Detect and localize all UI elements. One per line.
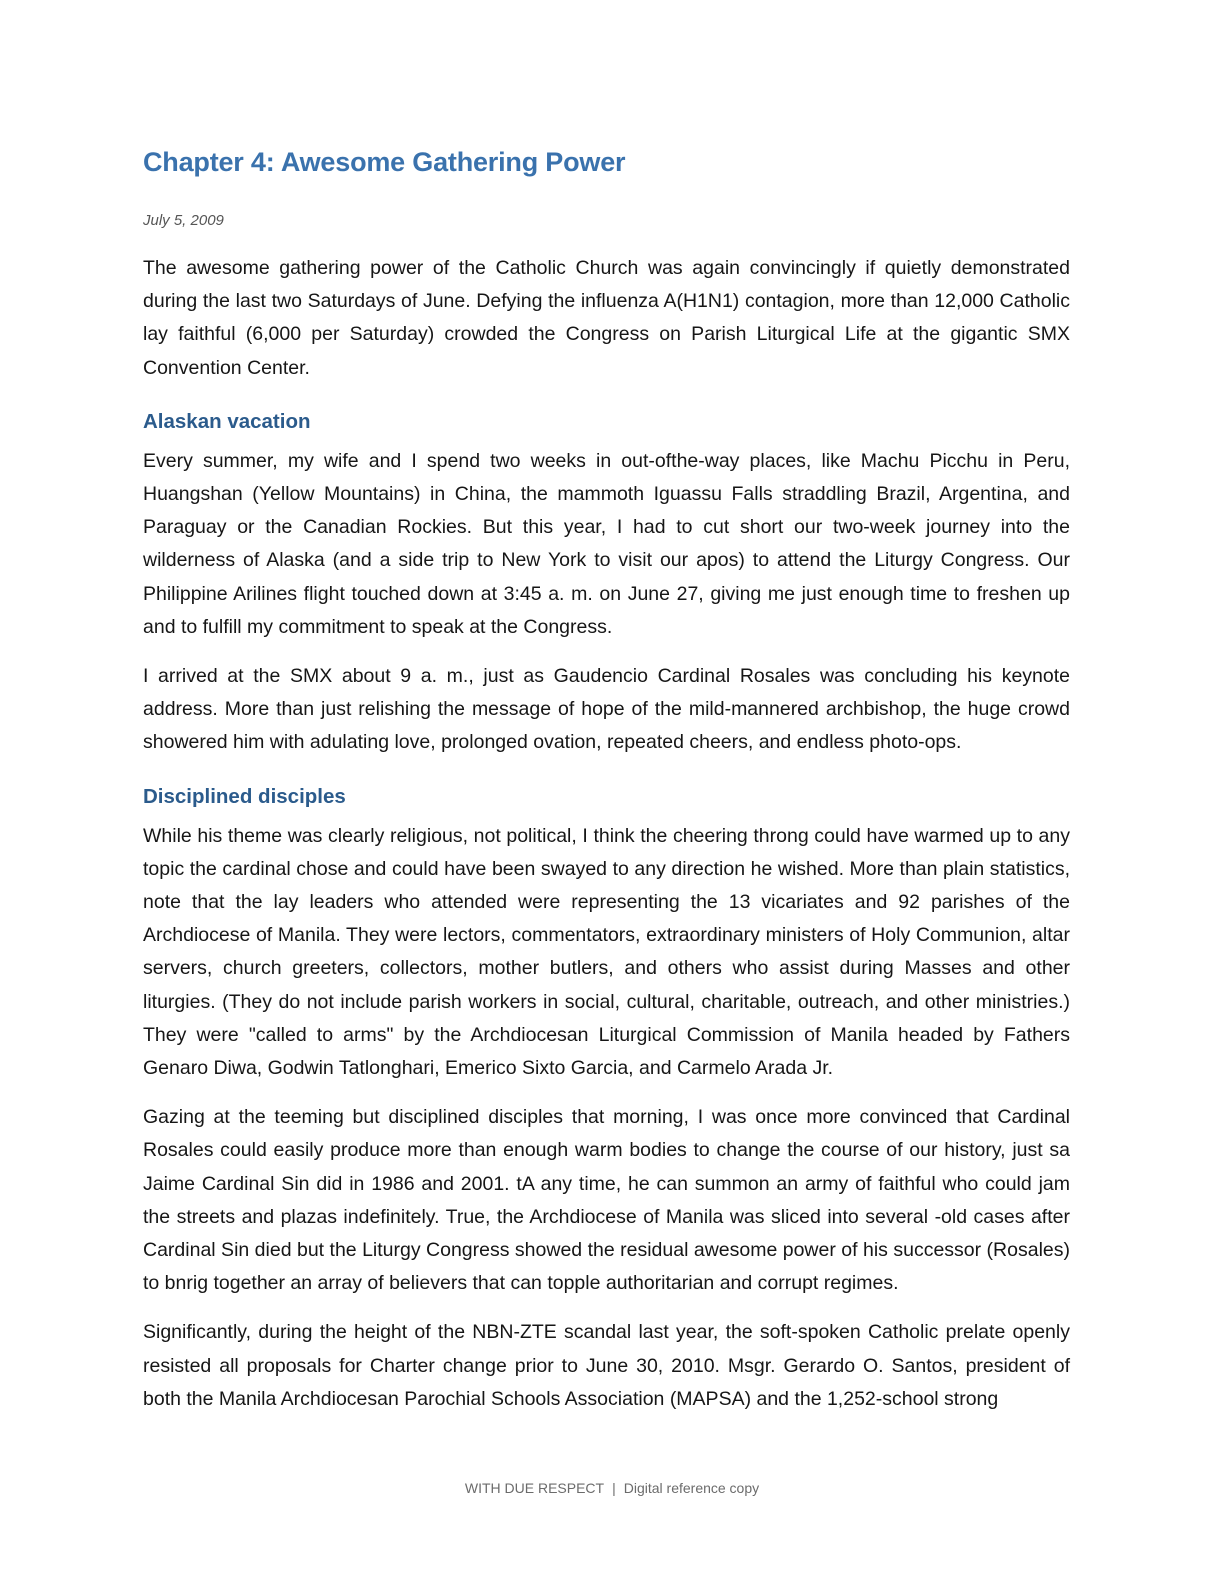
footer-publication-name: WITH DUE RESPECT [464, 1480, 605, 1496]
body-paragraph: Every summer, my wife and I spend two weeks in out-ofthe-way places, like Machu Picchu in Peru, Huangshan (Yellow Mountains) in China, the mammoth Iguassu Falls straddling Brazil, Argentina, and Paraguay or the Canadian Rockies. But this year, I had to cut short our two-week journey into the wilderness of Alaska (and a side trip to New York to visit our apos) to attend the Liturgy Congress. Our Philippine Arilines flight touched down at 3:45 a. m. on June 27, giving me just enough time to freshen up and to fulfill my commitment to speak at the Congress. [143, 449, 1070, 638]
body-paragraph: I arrived at the SMX about 9 a. m., just as Gaudencio Cardinal Rosales was concluding his keynote address. More than just relishing the message of hope of the mild-mannered archbishop, the huge crowd showered him with adulating love, prolonged ovation, repeated cheers, and endless photo-ops. [143, 665, 1070, 754]
section-heading-disciplined-disciples: Disciplined disciples [143, 784, 346, 808]
section-heading-alaskan-vacation: Alaskan vacation [143, 409, 311, 433]
body-paragraph: Gazing at the teeming but disciplined disciples that morning, I was once more convinced that Cardinal Rosales could easily produce more than enough warm bodies to change the course of our history, just sa Jaime Cardinal Sin did in 1986 and 2001. tA any time, he can summon an army of faithful who could jam the streets and plazas indefinitely. True, the Archdiocese of Manila was sliced into several -old cases after Cardinal Sin died but the Liturgy Congress showed the residual awesome power of his successor (Rosales) to bnrig together an array of believers that can topple authoritarian and corrupt regimes. [143, 1106, 1070, 1295]
document-page [143, 140, 1070, 1432]
intro-paragraph: The awesome gathering power of the Catholic Church was again convincingly if quietly demonstrated during the last two Saturdays of June. Defying the influenza A(H1N1) contagion, more than 12,000 Catholic lay faithful (6,000 per Saturday) crowded the Congress on Parish Liturgical Life at the gigantic SMX Convention Center. [143, 257, 1070, 379]
chapter-title: Chapter 4: Awesome Gathering Power [143, 147, 626, 177]
footer-copy-note: Digital reference copy [623, 1480, 760, 1496]
publication-date: July 5, 2009 [143, 212, 224, 229]
page-footer [0, 1478, 1224, 1498]
body-paragraph: Significantly, during the height of the NBN-ZTE scandal last year, the soft-spoken Catholic prelate openly resisted all proposals for Charter change prior to June 30, 2010. Msgr. Gerardo O. Santos, president of both the Manila Archdiocesan Parochial Schools Association (MAPSA) and the 1,252-school strong [143, 1321, 1070, 1410]
body-paragraph: While his theme was clearly religious, not political, I think the cheering throng could have warmed up to any topic the cardinal chose and could have been swayed to any direction he wished. More than plain statistics, note that the lay leaders who attended were representing the 13 vicariates and 92 parishes of the Archdiocese of Manila. They were lectors, commentators, extraordinary ministers of Holy Communion, altar servers, church greeters, collectors, mother butlers, and others who assist during Masses and other liturgies. (They do not include parish workers in social, cultural, charitable, outreach, and other ministries.) They were "called to arms" by the Archdiocesan Liturgical Commission of Manila headed by Fathers Genaro Diwa, Godwin Tatlonghari, Emerico Sixto Garcia, and Carmelo Arada Jr. [143, 824, 1070, 1080]
footer-separator: | [612, 1480, 616, 1496]
